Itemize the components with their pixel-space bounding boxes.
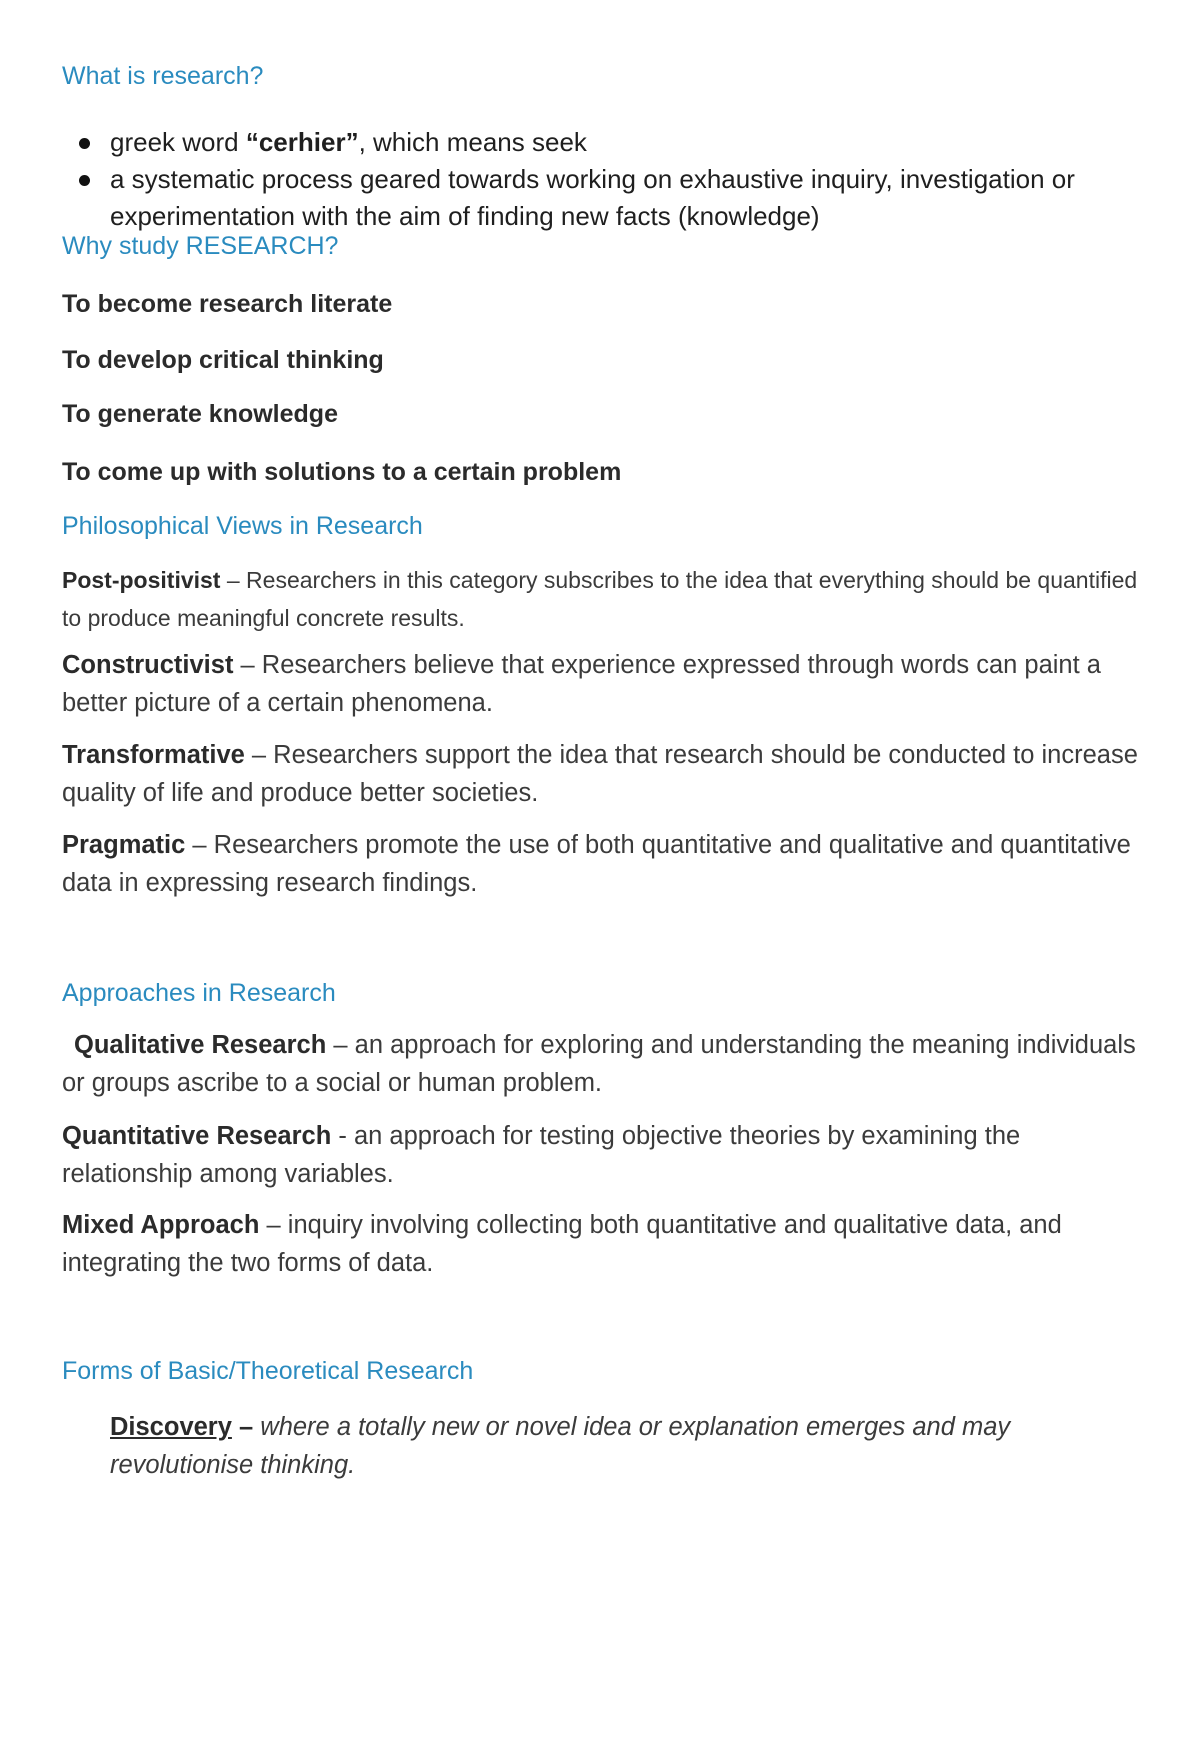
approach-description: - an approach for testing objective theories by examining the relationship among variables. [62,1122,1021,1188]
view-transformative [62,736,1142,812]
approach-term: Qualitative Research [74,1031,327,1059]
view-pragmatic [62,826,1142,902]
view-description: – Researchers believe that experience expressed through words can paint a better picture of a certain phenomena. [62,651,1101,717]
approach-quantitative [62,1117,1142,1193]
list-item [62,124,1142,161]
definition-list [62,124,1142,235]
form-description: where a totally new or novel idea or explanation emerges and may revolutionise thinking. [110,1413,1011,1479]
view-term: Constructivist [62,651,234,679]
approach-term: Mixed Approach [62,1211,260,1239]
reason-item: To develop critical thinking [62,346,384,374]
reason-item: To come up with solutions to a certain problem [62,458,622,486]
bullet-bold-term: “cerhier” [245,127,359,157]
heading-why-study-research: Why study RESEARCH? [62,232,339,260]
view-term: Transformative [62,741,245,769]
bullet-icon [79,138,90,149]
bullet-text: , which means seek [358,127,587,157]
bullet-icon [79,175,90,186]
view-constructivist [62,646,1142,722]
approach-term: Quantitative Research [62,1122,332,1150]
view-description: – Researchers support the idea that research should be conducted to increase quality of life and produce better societies. [62,741,1138,807]
form-discovery [110,1408,1150,1484]
view-term: Pragmatic [62,831,186,859]
form-term: Discovery [110,1413,232,1441]
view-description: – Researchers in this category subscribes to the idea that everything should be quantified to produce meaningful concrete results. [62,567,1138,631]
approach-mixed [62,1206,1142,1282]
reason-item: To become research literate [62,290,393,318]
view-description: – Researchers promote the use of both quantitative and qualitative and quantitative data in expressing research findings. [62,831,1131,897]
heading-philosophical-views: Philosophical Views in Research [62,512,423,540]
heading-what-is-research: What is research? [62,62,264,90]
heading-approaches: Approaches in Research [62,979,336,1007]
heading-forms-of-basic-research: Forms of Basic/Theoretical Research [62,1357,474,1385]
approach-description: – an approach for exploring and understanding the meaning individuals or groups ascribe to a social or human problem. [62,1031,1136,1097]
form-dash: – [231,1413,261,1441]
approach-qualitative [62,1026,1142,1102]
view-term: Post-positivist [62,567,221,593]
approach-description: – inquiry involving collecting both quantitative and qualitative data, and integrating the two forms of data. [62,1211,1062,1277]
view-post-positivist [62,561,1142,637]
bullet-text: greek word [110,127,246,157]
bullet-text: a systematic process geared towards working on exhaustive inquiry, investigation or experimentation with the aim of finding new facts (knowledge) [110,164,1075,231]
reason-item: To generate knowledge [62,400,338,428]
list-item [62,161,1142,235]
